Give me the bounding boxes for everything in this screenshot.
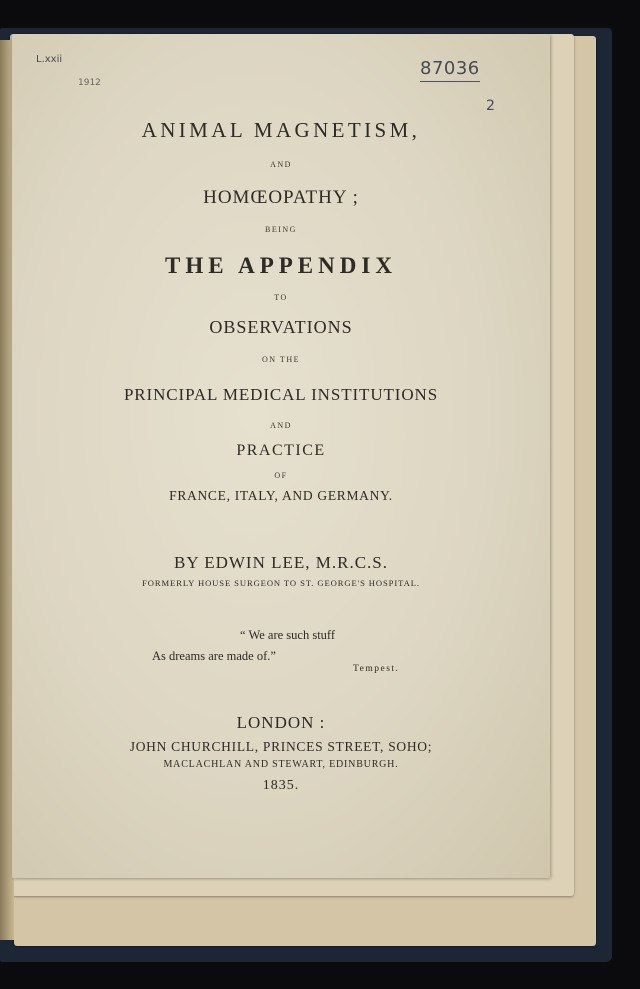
title-line-the-appendix: THE APPENDIX bbox=[165, 253, 397, 278]
handwritten-shelfmark: L.xxii bbox=[36, 54, 63, 65]
title-page bbox=[12, 34, 550, 878]
connector-and-second: AND bbox=[270, 421, 292, 430]
author-byline: BY EDWIN LEE, M.R.C.S. bbox=[173, 553, 389, 572]
title-line-practice: PRACTICE bbox=[236, 442, 326, 459]
epigraph-line-2: As dreams are made of.” bbox=[152, 649, 276, 663]
connector-and: AND bbox=[270, 160, 292, 169]
epigraph-line-1: “ We are such stuff bbox=[240, 628, 336, 642]
author-credential: FORMERLY HOUSE SURGEON TO ST. GEORGE'S HOSPITAL. bbox=[142, 578, 420, 588]
imprint-city: LONDON : bbox=[236, 713, 326, 732]
handwritten-mark: 1912 bbox=[78, 78, 101, 88]
title-line-institutions: PRINCIPAL MEDICAL INSTITUTIONS bbox=[123, 385, 439, 404]
imprint-publisher: JOHN CHURCHILL, PRINCES STREET, SOHO; bbox=[129, 739, 433, 754]
connector-to: TO bbox=[274, 293, 288, 302]
connector-on-the: ON THE bbox=[262, 355, 300, 364]
title-line-homoeopathy: HOMŒOPATHY ; bbox=[203, 187, 359, 208]
handwritten-volume-number: 2 bbox=[486, 98, 495, 114]
title-line-countries: FRANCE, ITALY, AND GERMANY. bbox=[169, 488, 393, 503]
title-line-animal-magnetism: ANIMAL MAGNETISM, bbox=[141, 118, 421, 142]
epigraph-attribution: Tempest. bbox=[353, 664, 400, 674]
handwritten-accession-number: 87036 bbox=[420, 58, 480, 82]
connector-being: BEING bbox=[265, 225, 297, 234]
connector-of: OF bbox=[274, 471, 288, 480]
title-line-observations: OBSERVATIONS bbox=[209, 317, 353, 337]
imprint-year: 1835. bbox=[262, 778, 300, 793]
imprint-co-publisher: MACLACHLAN AND STEWART, EDINBURGH. bbox=[163, 759, 399, 770]
